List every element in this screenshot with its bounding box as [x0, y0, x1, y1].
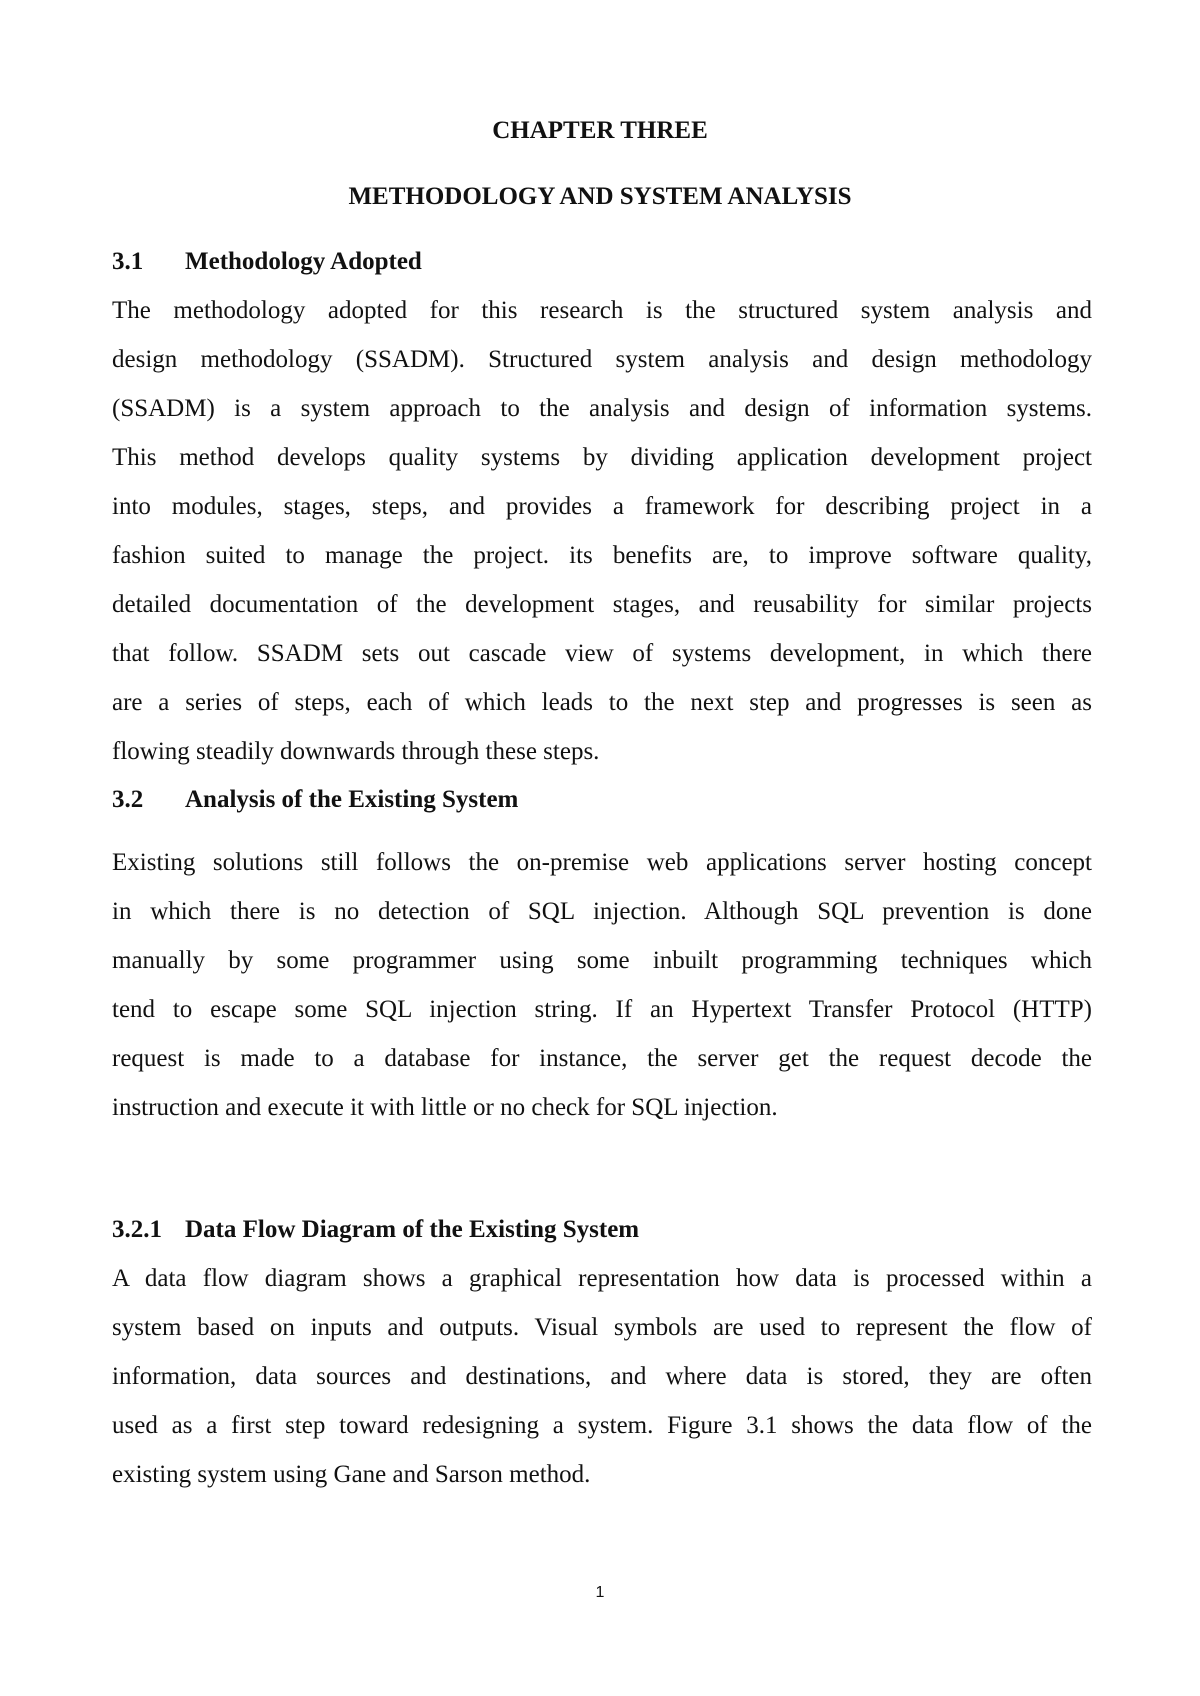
paragraph-line: into modules, stages, steps, and provides a framework for describing project in a [112, 493, 1092, 520]
paragraph-line: Existing solutions still follows the on-premise web applications server hosting concept [112, 849, 1092, 876]
chapter-title: CHAPTER THREE [492, 117, 708, 144]
paragraph-line: This method develops quality systems by dividing application development project [112, 444, 1092, 471]
paragraph-line: are a series of steps, each of which leads to the next step and progresses is seen as [112, 689, 1092, 716]
paragraph-line: detailed documentation of the development stages, and reusability for similar projects [112, 591, 1092, 618]
section-heading-3-1 [112, 247, 1092, 277]
section-number: 3.1 [112, 248, 144, 275]
paragraph-line: design methodology (SSADM). Structured system analysis and design methodology [112, 346, 1092, 373]
paragraph-data-flow-diagram [112, 1254, 1092, 1499]
paragraph-methodology [112, 286, 1092, 776]
section-title: Methodology Adopted [185, 248, 422, 275]
paragraph-line: system based on inputs and outputs. Visual symbols are used to represent the flow of [112, 1314, 1092, 1341]
section-heading-3-2-1 [112, 1215, 1092, 1245]
paragraph-line: The methodology adopted for this research is the structured system analysis and [112, 297, 1092, 324]
paragraph-line: request is made to a database for instance, the server get the request decode the [112, 1045, 1092, 1072]
paragraph-line: (SSADM) is a system approach to the analysis and design of information systems. [112, 395, 1092, 422]
paragraph-line: tend to escape some SQL injection string. If an Hypertext Transfer Protocol (HTTP) [112, 996, 1092, 1023]
paragraph-line: that follow. SSADM sets out cascade view of systems development, in which there [112, 640, 1092, 667]
section-heading-3-2 [112, 785, 1092, 815]
chapter-subtitle: METHODOLOGY AND SYSTEM ANALYSIS [348, 183, 852, 210]
section-title: Data Flow Diagram of the Existing System [185, 1216, 640, 1243]
paragraph-line: fashion suited to manage the project. its benefits are, to improve software quality, [112, 542, 1092, 569]
paragraph-line: information, data sources and destinations, and where data is stored, they are often [112, 1363, 1092, 1390]
paragraph-line: A data flow diagram shows a graphical representation how data is processed within a [112, 1265, 1092, 1292]
paragraph-line: in which there is no detection of SQL injection. Although SQL prevention is done [112, 898, 1092, 925]
section-number: 3.2.1 [112, 1216, 162, 1243]
page-number: 1 [595, 1584, 605, 1601]
paragraph-line: flowing steadily downwards through these steps. [112, 738, 600, 765]
section-title: Analysis of the Existing System [185, 786, 519, 813]
paragraph-line: existing system using Gane and Sarson method. [112, 1461, 591, 1488]
paragraph-existing-system [112, 838, 1092, 1132]
section-number: 3.2 [112, 786, 144, 813]
paragraph-line: used as a first step toward redesigning a system. Figure 3.1 shows the data flow of the [112, 1412, 1092, 1439]
paragraph-line: manually by some programmer using some inbuilt programming techniques which [112, 947, 1092, 974]
paragraph-line: instruction and execute it with little or no check for SQL injection. [112, 1094, 778, 1121]
